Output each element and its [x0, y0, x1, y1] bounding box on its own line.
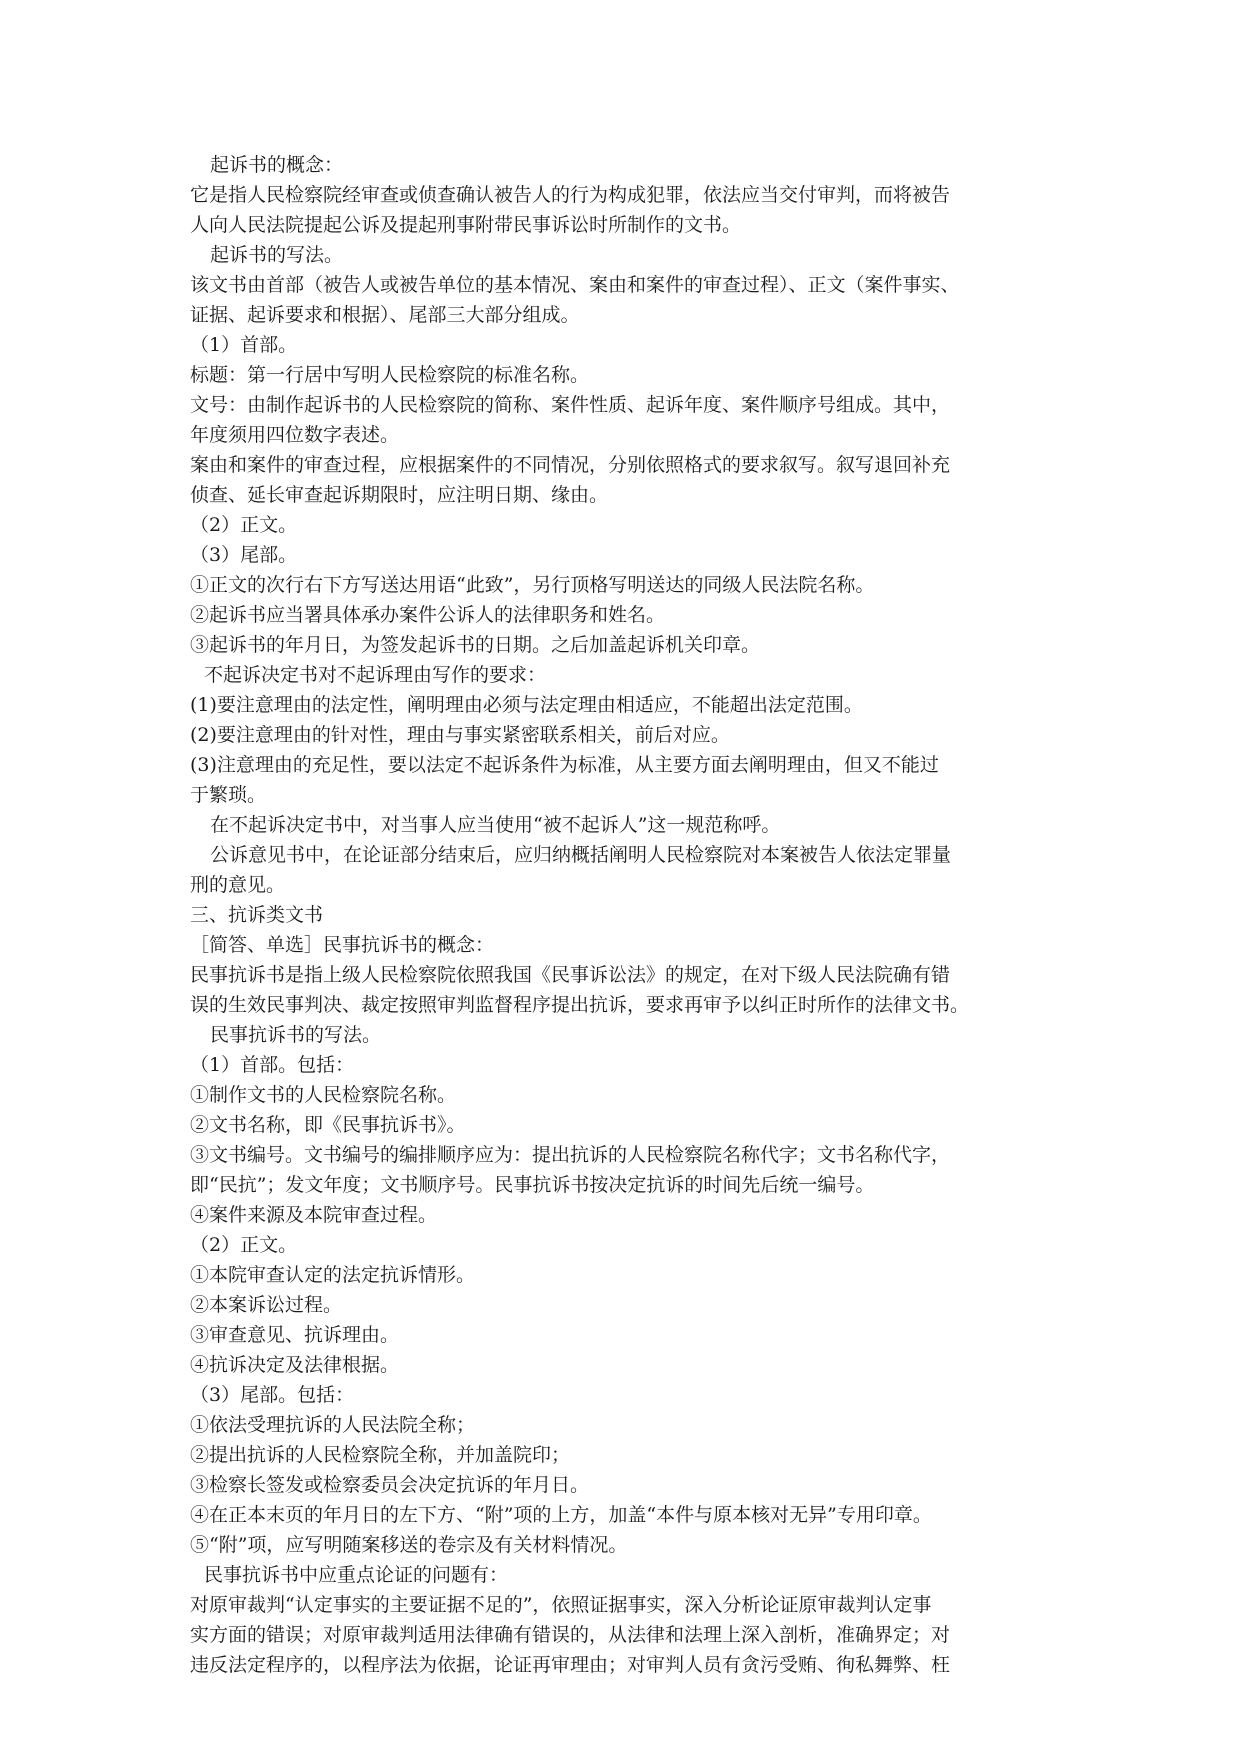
text-line: 该文书由首部（被告人或被告单位的基本情况、案由和案件的审查过程）、正文（案件事实、 — [190, 274, 960, 296]
text-line: （3）尾部。包括： — [190, 1384, 355, 1406]
text-line: 即“民抗”；发文年度；文书顺序号。民事抗诉书按决定抗诉的时间先后统一编号。 — [190, 1174, 875, 1196]
text-line: ③检察长签发或检察委员会决定抗诉的年月日。 — [190, 1474, 590, 1496]
text-line: ④案件来源及本院审查过程。 — [190, 1204, 438, 1226]
text-line: 年度须用四位数字表述。 — [190, 424, 400, 446]
text-line: 民事抗诉书是指上级人民检察院依照我国《民事诉讼法》的规定，在对下级人民法院确有错 — [190, 964, 951, 986]
text-line: ③文书编号。文书编号的编排顺序应为：提出抗诉的人民检察院名称代字；文书名称代字， — [190, 1144, 951, 1166]
text-line: (2)要注意理由的针对性，理由与事实紧密联系相关，前后对应。 — [190, 724, 730, 746]
text-line: ③审查意见、抗诉理由。 — [190, 1324, 400, 1346]
text-line: ②文书名称，即《民事抗诉书》。 — [190, 1114, 466, 1136]
text-line: ①依法受理抗诉的人民法院全称； — [190, 1414, 476, 1436]
text-line: 侦查、延长审查起诉期限时，应注明日期、缘由。 — [190, 484, 609, 506]
text-line: （3）尾部。 — [190, 544, 298, 566]
text-line: （1）首部。包括： — [190, 1054, 355, 1076]
section-heading: 三、抗诉类文书 — [190, 904, 324, 926]
text-line: 民事抗诉书的写法。 — [210, 1024, 382, 1046]
text-line: 案由和案件的审查过程，应根据案件的不同情况，分别依照格式的要求叙写。叙写退回补充 — [190, 454, 951, 476]
text-line: （2）正文。 — [190, 1234, 298, 1256]
text-line: ②起诉书应当署具体承办案件公诉人的法律职务和姓名。 — [190, 604, 666, 626]
text-line: （1）首部。 — [190, 334, 298, 356]
text-line: ①本院审查认定的法定抗诉情形。 — [190, 1264, 476, 1286]
text-line: ②提出抗诉的人民检察院全称，并加盖院印； — [190, 1444, 571, 1466]
text-line: 证据、起诉要求和根据）、尾部三大部分组成。 — [190, 304, 580, 326]
text-line: 在不起诉决定书中，对当事人应当使用“被不起诉人”这一规范称呼。 — [210, 814, 781, 836]
text-line: 于繁琐。 — [190, 784, 267, 806]
text-line: 不起诉决定书对不起诉理由写作的要求： — [204, 664, 547, 686]
text-line: 实方面的错误；对原审裁判适用法律确有错误的，从法律和法理上深入剖析，准确界定；对 — [190, 1624, 951, 1646]
text-line: 对原审裁判“认定事实的主要证据不足的”，依照证据事实，深入分析论证原审裁判认定事 — [190, 1594, 932, 1616]
text-line: (1)要注意理由的法定性，阐明理由必须与法定理由相适应，不能超出法定范围。 — [190, 694, 863, 716]
text-line: ②本案诉讼过程。 — [190, 1294, 343, 1316]
text-line: 人向人民法院提起公诉及提起刑事附带民事诉讼时所制作的文书。 — [190, 214, 742, 236]
text-line: (3)注意理由的充足性，要以法定不起诉条件为标准，从主要方面去阐明理由，但又不能过 — [190, 754, 939, 776]
text-line: ③起诉书的年月日，为签发起诉书的日期。之后加盖起诉机关印章。 — [190, 634, 761, 656]
text-line: 误的生效民事判决、裁定按照审判监督程序提出抗诉，要求再审予以纠正时所作的法律文书。 — [190, 994, 970, 1016]
text-line: 起诉书的概念： — [210, 154, 344, 176]
text-line: 它是指人民检察院经审查或侦查确认被告人的行为构成犯罪，依法应当交付审判，而将被告 — [190, 184, 951, 206]
text-line: 标题：第一行居中写明人民检察院的标准名称。 — [190, 364, 590, 386]
text-line: ④抗诉决定及法律根据。 — [190, 1354, 400, 1376]
document-body — [190, 150, 1070, 1680]
text-line: ［简答、单选］民事抗诉书的概念： — [190, 934, 495, 956]
text-line: ①制作文书的人民检察院名称。 — [190, 1084, 457, 1106]
text-line: 公诉意见书中，在论证部分结束后，应归纳概括阐明人民检察院对本案被告人依法定罪量 — [210, 844, 952, 866]
text-line: 违反法定程序的，以程序法为依据，论证再审理由；对审判人员有贪污受贿、徇私舞弊、枉 — [190, 1654, 951, 1676]
text-line: 起诉书的写法。 — [210, 244, 344, 266]
text-line: 刑的意见。 — [190, 874, 286, 896]
text-line: （2）正文。 — [190, 514, 298, 536]
text-line: 民事抗诉书中应重点论证的问题有： — [204, 1564, 509, 1586]
text-line: 文号：由制作起诉书的人民检察院的简称、案件性质、起诉年度、案件顺序号组成。其中， — [190, 394, 951, 416]
text-line: ④在正本末页的年月日的左下方、“附”项的上方，加盖“本件与原本核对无异”专用印章。 — [190, 1504, 932, 1526]
text-line: ①正文的次行右下方写送达用语“此致”，另行顶格写明送达的同级人民法院名称。 — [190, 574, 875, 596]
text-line: ⑤“附”项，应写明随案移送的卷宗及有关材料情况。 — [190, 1534, 628, 1556]
